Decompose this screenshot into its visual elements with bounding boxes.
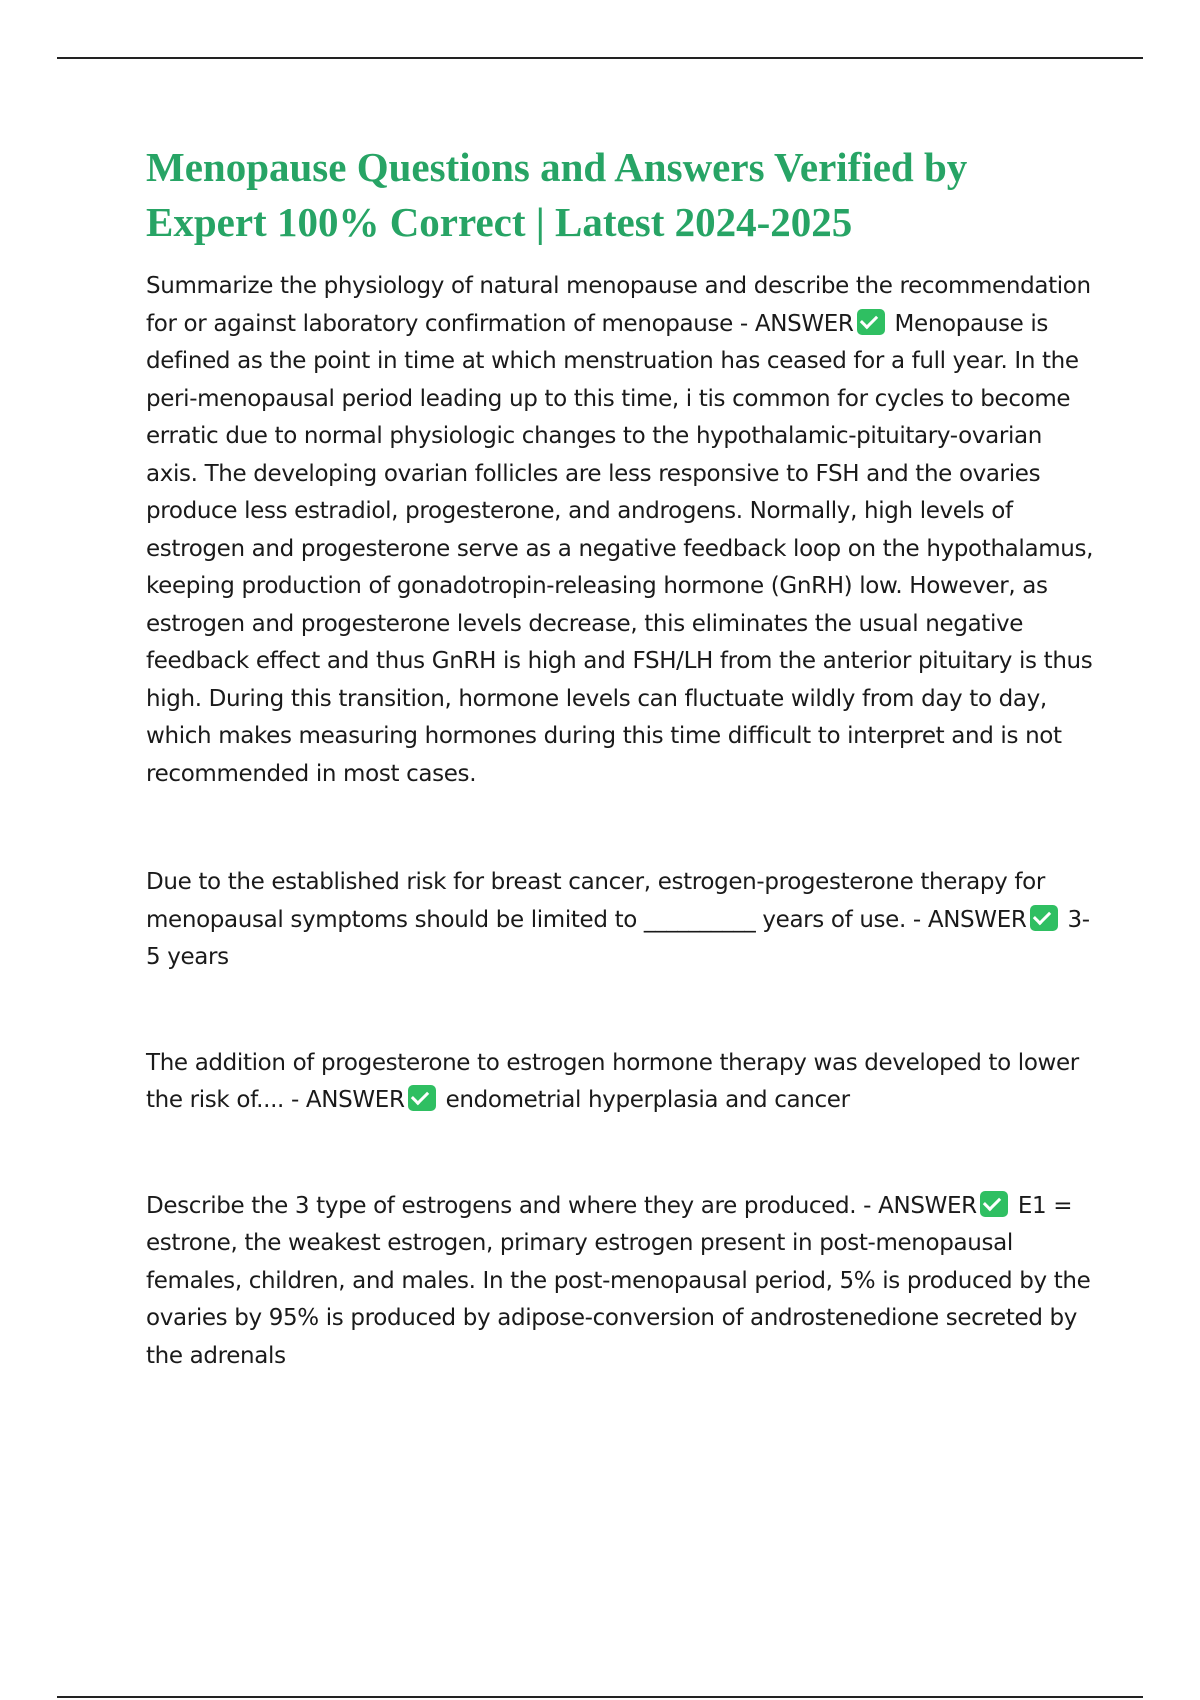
question-text: The addition of progesterone to estrogen hormone therapy was developed to lower the risk of.... - [146,1049,1079,1113]
qa-item-3 [146,1045,1096,1120]
check-icon [980,1191,1008,1217]
question-text: Summarize the physiology of natural menopause and describe the recommendation for or against laboratory confirmation of menopause - [146,273,1091,337]
document-title: Menopause Questions and Answers Verified by Expert 100% Correct | Latest 2024-2025 [146,144,968,245]
answer-marker: ANSWER [927,906,1027,933]
top-rule [57,57,1143,59]
answer-marker: ANSWER [305,1087,405,1113]
check-icon [1030,905,1058,931]
answer-marker: ANSWER [878,1192,977,1219]
qa-item-4 [146,1188,1096,1376]
check-icon [408,1085,436,1111]
question-text: Due to the established risk for breast cancer, estrogen-progesterone therapy for menopausal symptoms should be limited to __________ years of use. - [146,869,1045,933]
document-body [146,140,1096,1375]
answer-marker: ANSWER [754,310,854,337]
question-text: Describe the 3 type of estrogens and where they are produced. - [146,1192,879,1219]
bottom-rule [57,1696,1143,1698]
qa-item-2 [146,864,1096,977]
check-icon [857,309,885,335]
answer-text: Menopause is defined as the point in time at which menstruation has ceased for a full year. In the peri-menopausal period leading up to this time, i tis common for cycles to become erratic due to normal physiologic changes to the hypothalamic-pituitary-ovarian axis. The developing ovarian follicles are less responsive to FSH and the ovaries produce less estradiol, progesterone, and androgens. Normally, high levels of estrogen and progesterone serve as a negative feedback loop on the hypothalamus, keeping production of gonadotropin-releasing hormone (GnRH) low. However, as estrogen and progesterone levels decrease, this eliminates the usual negative feedback effect and thus GnRH is high and FSH/LH from the anterior pituitary is thus high. During this transition, hormone levels can fluctuate wildly from day to day, which makes measuring hormones during this time difficult to interpret and is not recommended in most cases. [146,310,1094,787]
answer-text: 3-5 years [146,906,1090,970]
qa-item-1 [146,268,1096,793]
answer-text: E1 = estrone, the weakest estrogen, primary estrogen present in post-menopausal females, children, and males. In the post-menopausal period, 5% is produced by the ovaries by 95% is produced by adipose-conversion of androstenedione secreted by the adrenals [146,1192,1091,1369]
answer-text: endometrial hyperplasia and cancer [445,1087,850,1113]
